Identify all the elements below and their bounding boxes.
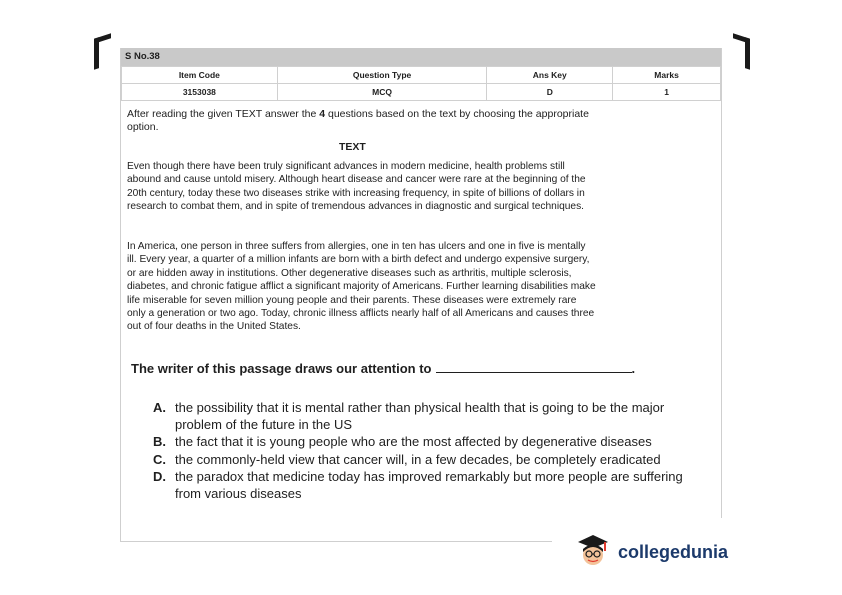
option-letter: B. <box>153 434 166 449</box>
option-letter: A. <box>153 400 166 415</box>
corner-bracket-left <box>94 33 111 70</box>
option-letter: C. <box>153 451 166 467</box>
passage-paragraph-1: Even though there have been truly significant advances in modern medicine, health problems still abound and cause untold misery. Although heart disease and cancer were rare at the beginning of the 20th century, today these two diseases strike with increasing frequency, in spite of billions of dollars in research to combat them, and in spite of tremendous advances in diagnostic and surgical techniques. <box>127 161 586 213</box>
option-d[interactable] <box>153 469 698 502</box>
question-type-value: MCQ <box>277 84 487 101</box>
meta-value-row <box>122 84 721 101</box>
col-item-code: Item Code <box>122 67 278 84</box>
text-heading: TEXT <box>339 141 366 153</box>
col-ans-key: Ans Key <box>487 67 613 84</box>
option-text: the fact that it is young people who are the most affected by degenerative diseases <box>175 434 652 449</box>
option-a[interactable] <box>153 400 698 433</box>
instruction-before: After reading the given TEXT answer the <box>127 108 320 120</box>
col-question-type: Question Type <box>277 67 487 84</box>
instruction-count: 4 <box>319 108 326 120</box>
option-c[interactable] <box>153 452 698 469</box>
item-code-value: 3153038 <box>122 84 278 101</box>
meta-header-row <box>122 67 721 84</box>
marks-value: 1 <box>613 84 721 101</box>
option-text: the possibility that it is mental rather than physical health that is going to be the major problem of the future in the US <box>175 400 665 432</box>
answer-blank <box>436 360 632 373</box>
col-marks: Marks <box>613 67 721 84</box>
option-letter: D. <box>153 469 166 484</box>
ans-key-value: D <box>487 84 613 101</box>
question-end: . <box>631 361 636 376</box>
instruction-text <box>127 108 597 134</box>
question-stem <box>131 360 635 376</box>
question-sheet <box>120 48 722 542</box>
option-text: the paradox that medicine today has improved remarkably but more people are suffering from various diseases <box>175 469 683 501</box>
mascot-logo-icon <box>576 532 610 568</box>
brand-name: collegedunia <box>618 542 729 562</box>
question-text: The writer of this passage draws our attention to <box>131 361 432 376</box>
collegedunia-watermark <box>552 518 752 590</box>
instruction-after: questions based on the text by choosing the appropriate option. <box>127 108 589 133</box>
question-meta-table <box>121 66 721 101</box>
option-text: the commonly-held view that cancer will, in a few decades, be completely eradicated <box>175 451 661 467</box>
serial-number-bar: S No.38 <box>121 48 721 66</box>
corner-bracket-right <box>733 33 750 70</box>
option-b[interactable] <box>153 434 698 451</box>
passage-paragraph-2: In America, one person in three suffers from allergies, one in ten has ulcers and one in five is mentally ill. Every year, a quarter of a million infants are born with a birth defect and undergo expensive surgery, or are hidden away in institutions. Other degenerative diseases such as arthritis, multiple sclerosis, diabetes, and chronic fatigue afflict a significant majority of Americans. Further learning disabilities make life miserable for seven million young people and their parents. These diseases were extremely rare only a generation or two ago. Today, chronic illness afflicts nearly half of all Americans and causes three out of four deaths in the United States. <box>127 241 596 333</box>
answer-options <box>153 400 698 503</box>
